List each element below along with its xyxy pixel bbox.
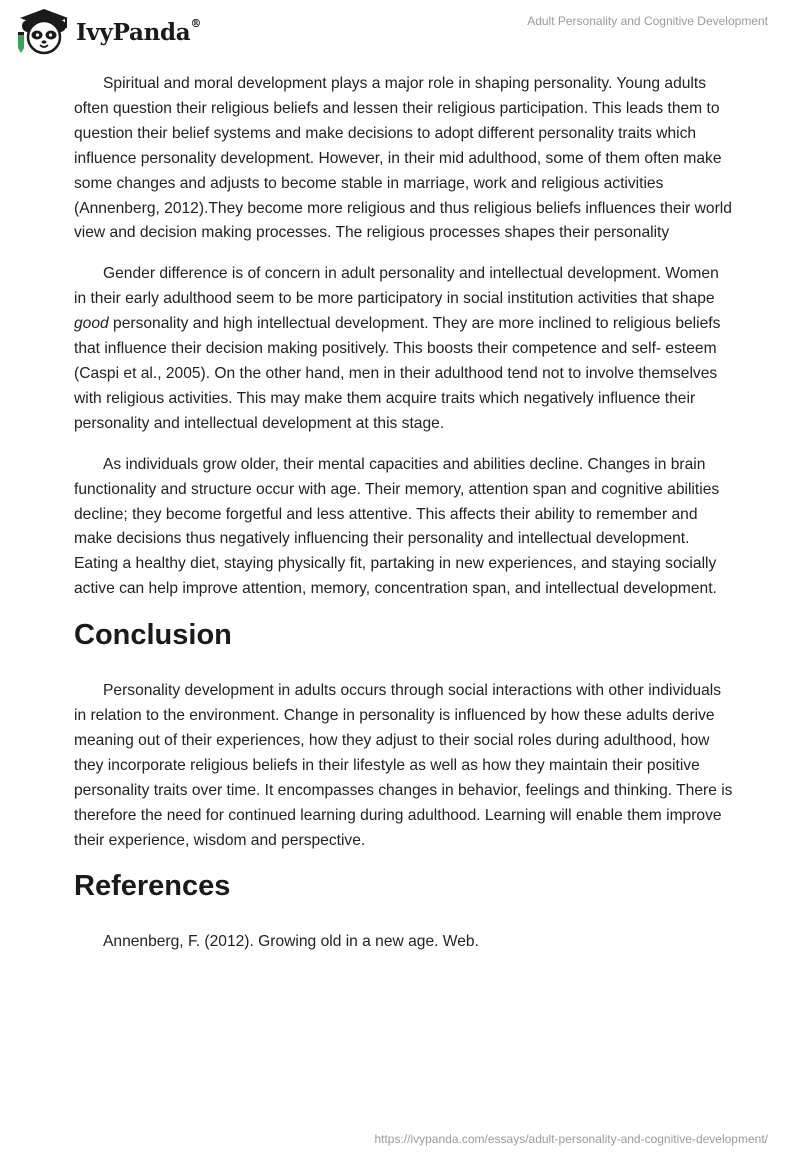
registered-mark: ® bbox=[190, 16, 202, 30]
paragraph-aging: As individuals grow older, their mental capacities and abilities decline. Changes in brain functionality and structure occur with age. Their memory, attention span and cognitive abilities decline; they become forgetful and less attentive. This affects their ability to remember and make decisions thus negatively influencing their personality and intellectual development. Eating a healthy diet, staying physically fit, partaking in new experiences, and staying socially active can help improve attention, memory, concentration span, and intellectual development. bbox=[74, 455, 720, 598]
panda-graduate-icon bbox=[14, 6, 70, 56]
essay-body bbox=[74, 72, 734, 971]
paragraph-gender-difference: Gender difference is of concern in adult personality and intellectual development. Women in their early adulthood seem to be more participatory in social institution activities that shape good personality and high intellectual development. They are more inclined to religious beliefs that influence their decision making positively. This boosts their competence and self- esteem (Caspi et al., 2005). On the other hand, men in their adulthood tend not to involve themselves with religious activities. This may make them acquire traits which negatively influence their personality and intellectual development at this stage. bbox=[74, 265, 721, 432]
reference-item: Annenberg, F. (2012). Growing old in a new age. Web. bbox=[103, 933, 479, 951]
document-title: Adult Personality and Cognitive Development bbox=[527, 14, 768, 28]
references-heading: References bbox=[74, 870, 231, 903]
paragraph-conclusion: Personality development in adults occurs through social interactions with other individuals in relation to the environment. Change in personality is influenced by how these adults derive meaning out of their experiences, how they adjust to their social roles during adulthood, how they incorporate religious beliefs in their lifestyle as well as how they maintain their positive personality traits over time. It encompasses changes in behavior, feelings and thinking. There is therefore the need for continued learning during adulthood. Learning will enable them improve their experience, wisdom and perspective. bbox=[74, 682, 733, 849]
source-url[interactable]: https://ivypanda.com/essays/adult-personality-and-cognitive-development/ bbox=[374, 1132, 768, 1146]
emphasis-good: good bbox=[74, 315, 109, 333]
brand-name: IvyPanda® bbox=[76, 16, 202, 46]
brand-logo[interactable] bbox=[14, 6, 201, 56]
paragraph-spiritual-development: Spiritual and moral development plays a major role in shaping personality. Young adults often question their religious beliefs and lessen their religious participation. This leads them to question their belief systems and make decisions to adopt different personality traits which influence personality development. However, in their mid adulthood, some of them often make some changes and adjusts to become stable in marriage, work and religious activities (Annenberg, 2012).They become more religious and thus religious beliefs influences their world view and decision making processes. The religious processes shapes their personality bbox=[74, 75, 732, 242]
page-header bbox=[0, 0, 800, 70]
conclusion-heading: Conclusion bbox=[74, 619, 232, 652]
